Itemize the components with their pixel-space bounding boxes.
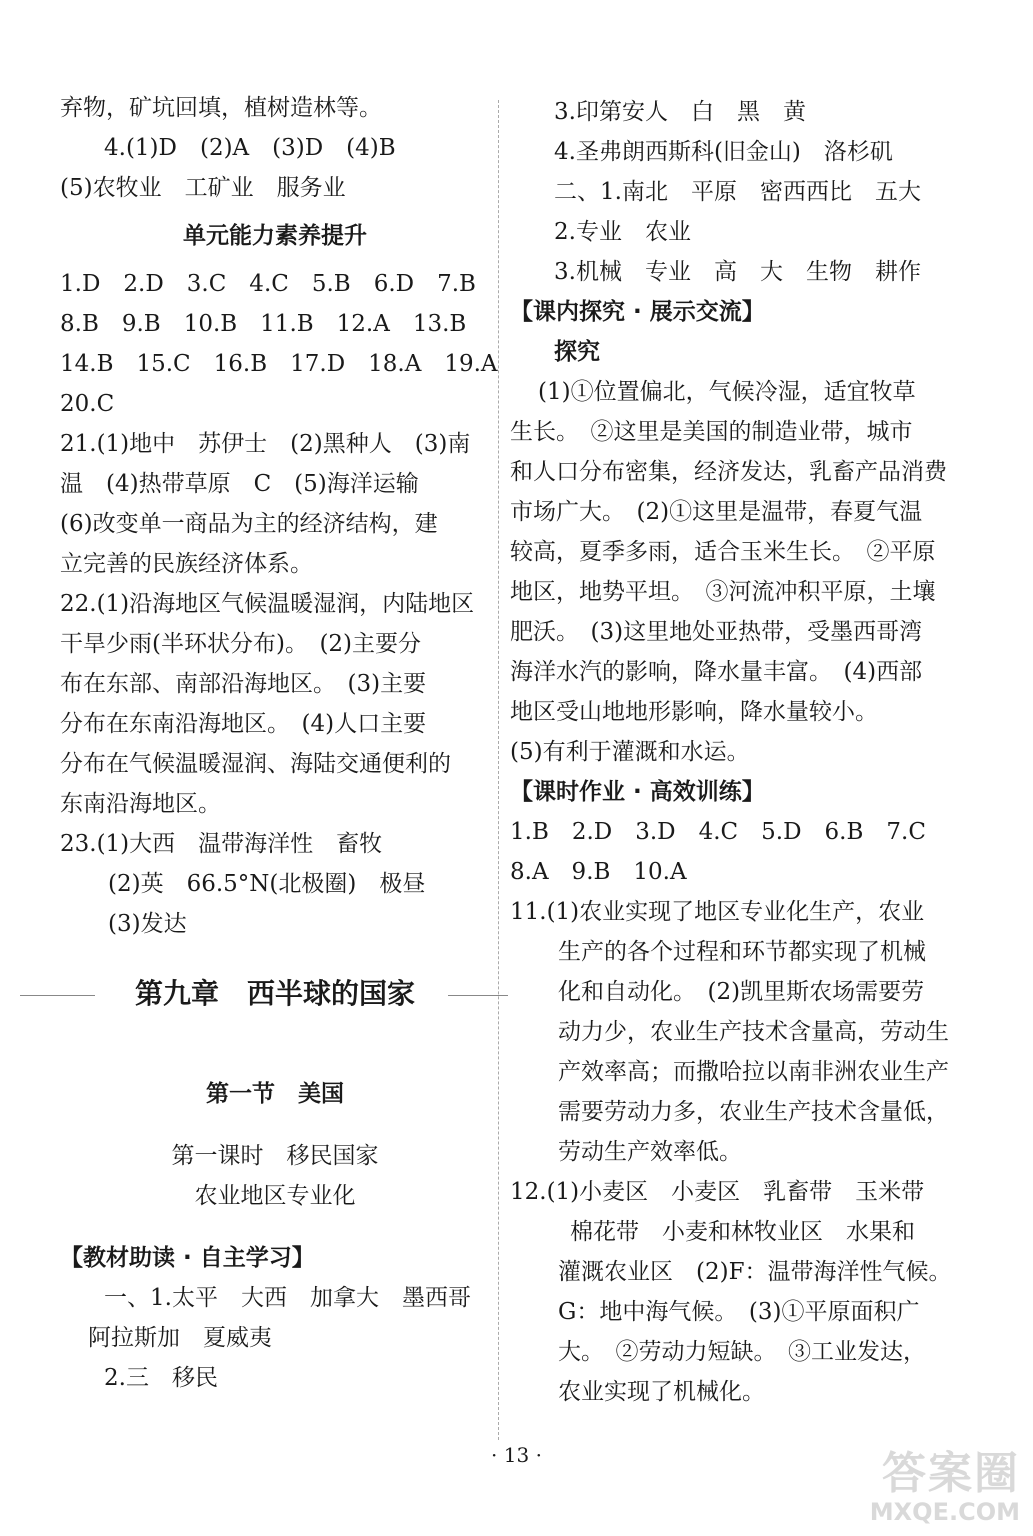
lesson-subtitle: 农业地区专业化 [194,1183,356,1209]
answer-line: 2.专业 农业 [554,219,691,245]
answer-line: 4.(1)D (2)A (3)D (4)B [104,135,396,161]
answer-line: 棉花带 小麦和林牧业区 水果和 [570,1219,915,1245]
answer-line: 化和自动化。 (2)凯里斯农场需要劳 [558,979,925,1005]
chapter-rule-left [20,995,95,996]
answer-line: 灌溉农业区 (2)F：温带海洋性气候。 [558,1259,952,1285]
answer-line: (6)改变单一商品为主的经济结构，建 [60,511,438,537]
watermark-logo-text: 答案圈 [882,1448,1020,1499]
answer-line: 市场广大。 (2)①这里是温带，春夏气温 [510,499,923,525]
answer-line: 3.印第安人 白 黑 黄 [554,99,806,125]
lesson-title: 第一课时 移民国家 [171,1143,379,1169]
page-number: · 13 · [491,1443,542,1467]
chapter-title: 第九章 西半球的国家 [134,977,415,1010]
right-column [510,92,950,1412]
answer-line: 分布在东南沿海地区。 (4)人口主要 [60,711,427,737]
answer-line: 较高，夏季多雨，适合玉米生长。 ②平原 [510,539,936,565]
answer-line: 大。 ②劳动力短缺。 ③工业发达， [558,1339,926,1365]
answer-line: 分布在气候温暖湿润、海陆交通便利的 [60,751,451,777]
answer-line: G：地中海气候。 (3)①平原面积广 [558,1299,920,1325]
answer-line: (5)有利于灌溉和水运。 [510,739,750,765]
answer-line: 1.B 2.D 3.D 4.C 5.D 6.B 7.C [510,819,926,845]
answer-line: 动力少，农业生产技术含量高，劳动生 [558,1019,949,1045]
chapter-rule-right [448,995,508,996]
answer-line: 21.(1)地中 苏伊士 (2)黑种人 (3)南 [60,431,471,457]
section-header-homework: 【课时作业 · 高效训练】 [510,779,765,805]
answer-line: 20.C [60,391,115,417]
answer-line: 二、1.南北 平原 密西西比 五大 [554,179,921,205]
answer-line: 2.三 移民 [104,1365,218,1391]
watermark-logo [820,1450,1020,1530]
answer-line: 4.圣弗朗西斯科(旧金山) 洛杉矶 [554,139,893,165]
answer-line: (5)农牧业 工矿业 服务业 [60,175,346,201]
answer-line: 生产的各个过程和环节都实现了机械 [558,939,926,965]
answer-line: 地区受山地地形影响，降水量较小。 [510,699,878,725]
answer-line: 一、1.太平 大西 加拿大 墨西哥 [104,1285,471,1311]
explore-label: 探究 [554,338,600,365]
answer-line: 14.B 15.C 16.B 17.D 18.A 19.A [60,351,498,377]
answer-line: 海洋水汽的影响，降水量丰富。 (4)西部 [510,659,923,685]
answer-line: 23.(1)大西 温带海洋性 畜牧 [60,831,383,857]
answer-line: 布在东部、南部沿海地区。 (3)主要 [60,671,427,697]
answer-line: (3)发达 [108,911,187,937]
section-header-study: 【教材助读 · 自主学习】 [60,1245,315,1271]
answer-line: 12.(1)小麦区 小麦区 乳畜带 玉米带 [510,1179,925,1205]
answer-line: 8.B 9.B 10.B 11.B 12.A 13.B [60,311,467,337]
answer-line: 需要劳动力多，农业生产技术含量低， [558,1099,949,1125]
answer-line: 1.D 2.D 3.C 4.C 5.B 6.D 7.B [60,271,476,297]
answer-line: 8.A 9.B 10.A [510,859,687,885]
answer-line: 东南沿海地区。 [60,791,221,817]
answer-line: 11.(1)农业实现了地区专业化生产，农业 [510,899,925,925]
answer-line: 弃物，矿坑回填，植树造林等。 [60,95,382,121]
watermark-site: MXQE.COM [869,1498,1020,1526]
answer-line: 肥沃。 (3)这里地处亚热带，受墨西哥湾 [510,619,923,645]
left-column [60,88,498,1398]
answer-line: 3.机械 专业 高 大 生物 耕作 [554,259,921,285]
answer-line: 22.(1)沿海地区气候温暖湿润，内陆地区 [60,591,475,617]
unit-title: 单元能力素养提升 [183,222,367,249]
section-header-explore: 【课内探究 · 展示交流】 [510,299,765,325]
answer-line: (2)英 66.5°N(北极圈) 极昼 [108,871,426,897]
answer-line: 立完善的民族经济体系。 [60,551,313,577]
answer-line: (1)①位置偏北，气候冷湿，适宜牧草 [538,379,916,405]
column-divider [498,100,499,1440]
answer-line: 温 (4)热带草原 C (5)海洋运输 [60,471,419,497]
answer-line: 地区，地势平坦。 ③河流冲积平原，土壤 [510,579,936,605]
answer-line: 生长。 ②这里是美国的制造业带，城市 [510,419,913,445]
answer-line: 阿拉斯加 夏威夷 [88,1325,272,1351]
chapter-heading [60,964,490,1024]
section-title: 第一节 美国 [206,1080,344,1107]
answer-line: 农业实现了机械化。 [558,1379,765,1405]
answer-line: 劳动生产效率低。 [558,1139,742,1165]
answer-line: 和人口分布密集，经济发达，乳畜产品消费 [510,459,947,485]
answer-line: 干旱少雨(半环状分布)。 (2)主要分 [60,631,422,657]
answer-line: 产效率高；而撒哈拉以南非洲农业生产 [558,1059,949,1085]
